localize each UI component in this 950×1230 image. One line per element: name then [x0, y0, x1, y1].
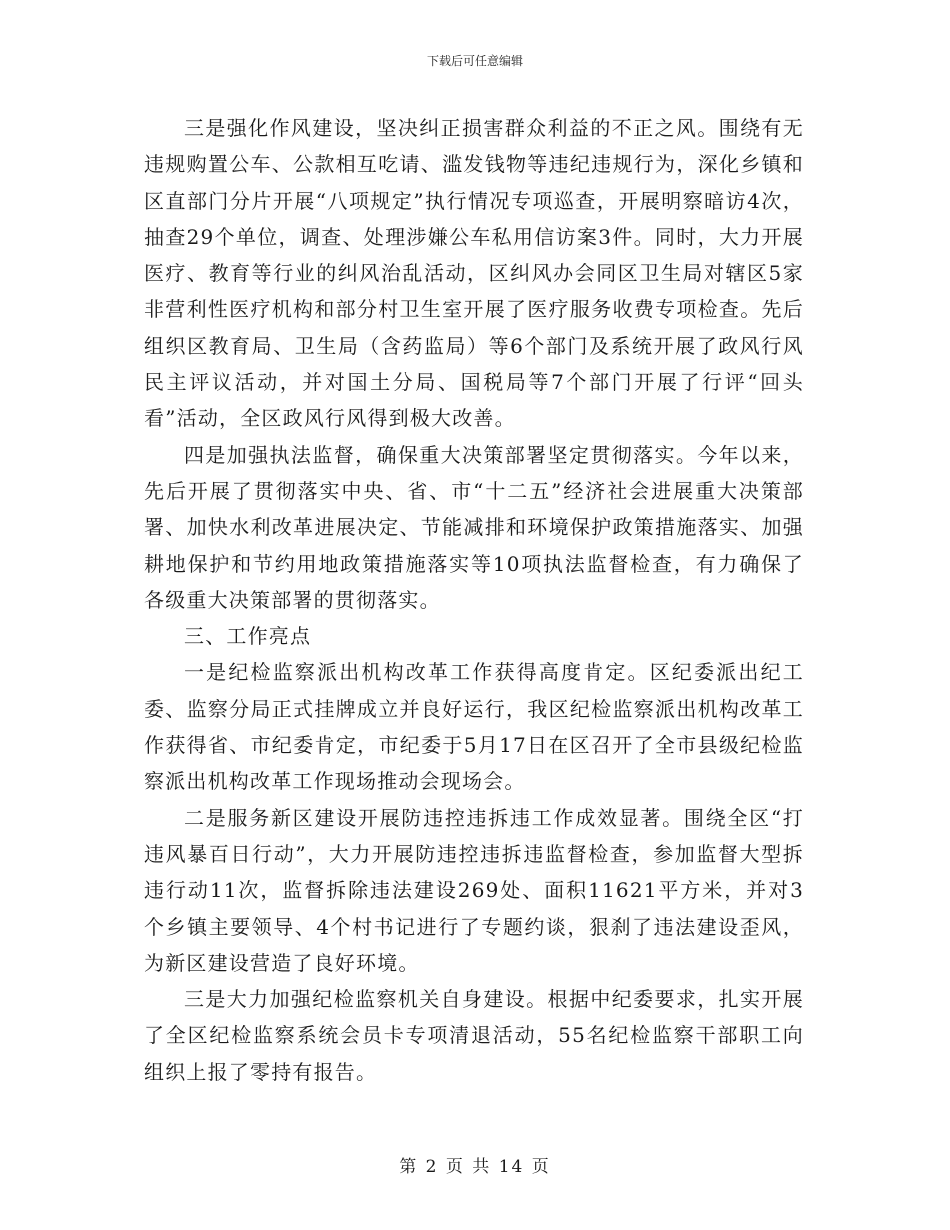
footer-middle: 页 共 [445, 1157, 492, 1177]
header-note: 下载后可任意编辑 [426, 54, 523, 68]
footer-prefix: 第 [399, 1157, 419, 1177]
footer-current-page: 2 [425, 1157, 439, 1177]
paragraph-work-style: 三是强化作风建设，坚决纠正损害群众利益的不正之风。围绕有无违规购置公车、公款相互吃请、滥发钱物等违纪违规行为，深化乡镇和区直部门分片开展“八项规定”执行情况专项巡查，开展明察暗访4次，抽查29个单位，调查、处理涉嫌公车私用信访案3件。同时，大力开展医疗、教育等行业的纠风治乱活动，区纠风办会同区卫生局对辖区5家非营利性医疗机构和部分村卫生室开展了医疗服务收费专项检查。先后组织区教育局、卫生局（含药监局）等6个部门及系统开展了政风行风民主评议活动，并对国土分局、国税局等7个部门开展了行评“回头看”活动，全区政风行风得到极大改善。 [144, 116, 804, 431]
paragraph-highlight-1: 一是纪检监察派出机构改革工作获得高度肯定。区纪委派出纪工委、监察分局正式挂牌成立并良好运行，我区纪检监察派出机构改革工作获得省、市纪委肯定，市纪委于5月17日在区召开了全市县级纪检监察派出机构改革工作现场推动会现场会。 [144, 660, 804, 794]
document-body [144, 110, 804, 1090]
paragraph-law-enforcement: 四是加强执法监督，确保重大决策部署坚定贯彻落实。今年以来，先后开展了贯彻落实中央、省、市“十二五”经济社会进展重大决策部署、加快水利改革进展决定、节能减排和环境保护政策措施落实、加强耕地保护和节约用地政策措施落实等10项执法监督检查，有力确保了各级重大决策部署的贯彻落实。 [144, 442, 804, 612]
page-footer [0, 1156, 950, 1178]
footer-total-pages: 14 [498, 1157, 525, 1177]
section-heading-highlights: 三、工作亮点 [184, 624, 312, 649]
footer-suffix: 页 [531, 1157, 551, 1177]
paragraph-highlight-2: 二是服务新区建设开展防违控违拆违工作成效显著。围绕全区“打违风暴百日行动”，大力开展防违控违拆违监督检查，参加监督大型拆违行动11次，监督拆除违法建设269处、面积11621平方米，并对3个乡镇主要领导、4个村书记进行了专题约谈，狠刹了违法建设歪风，为新区建设营造了良好环境。 [144, 805, 804, 975]
paragraph-highlight-3: 三是大力加强纪检监察机关自身建设。根据中纪委要求，扎实开展了全区纪检监察系统会员卡专项清退活动，55名纪检监察干部职工向组织上报了零持有报告。 [144, 987, 804, 1084]
